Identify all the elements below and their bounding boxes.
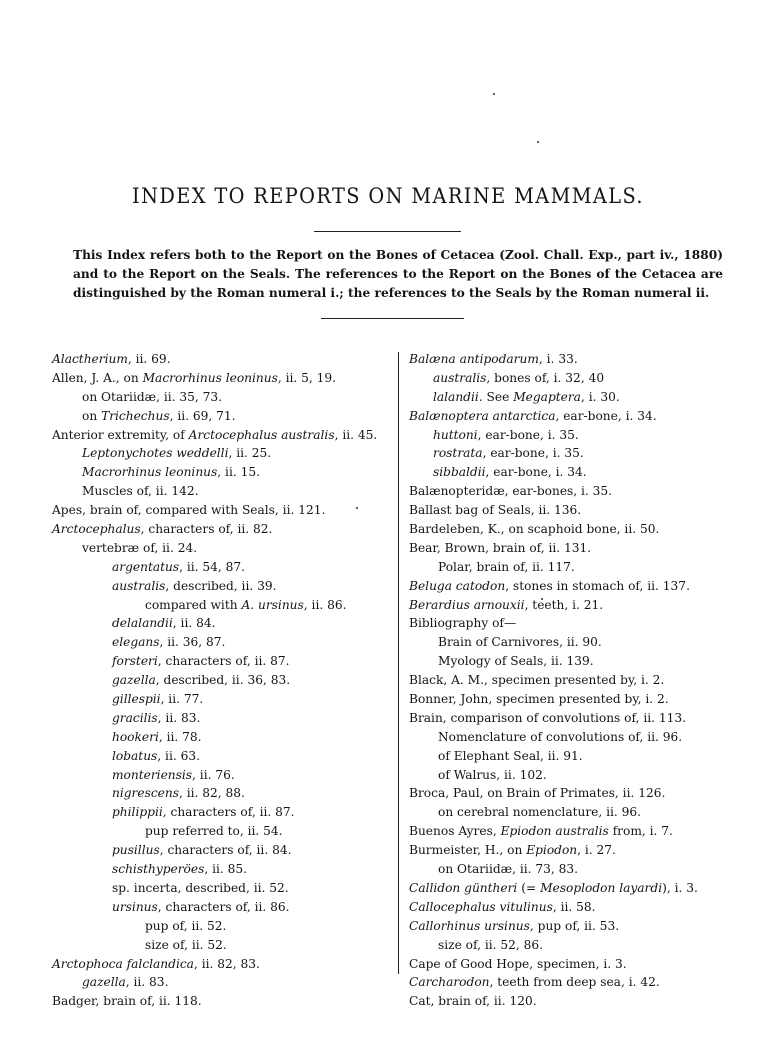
index-entry xyxy=(52,558,392,577)
entry-taxon: gazella xyxy=(112,673,156,688)
index-entry xyxy=(52,860,392,879)
entry-text: Buenos Ayres, xyxy=(409,824,501,839)
entry-text: Anterior extremity, of xyxy=(52,427,189,442)
index-entry xyxy=(409,898,739,917)
entry-text: sp. incerta, described, ii. 52. xyxy=(112,880,289,895)
entry-taxon: schisthyperöes xyxy=(112,862,205,877)
entry-taxon: Carcharodon xyxy=(409,975,490,990)
index-entry xyxy=(52,879,392,898)
entry-taxon: australis xyxy=(112,578,166,593)
entry-reference: , i. 33. xyxy=(538,352,578,366)
entry-reference: , i. 30. xyxy=(580,389,620,404)
entry-reference: , characters of, ii. 84. xyxy=(159,843,292,858)
index-entry xyxy=(409,596,739,615)
entry-taxon: Mesoplodon layardi xyxy=(540,880,663,895)
entry-reference: , ii. 58. xyxy=(552,899,596,914)
print-speck xyxy=(493,93,495,95)
index-entry xyxy=(409,917,739,936)
entry-text: Cat, brain of, ii. 120. xyxy=(409,994,537,1009)
entry-reference: , ii. 54, 87. xyxy=(179,559,246,574)
entry-reference: , ii. 83. xyxy=(125,975,169,990)
index-entry xyxy=(409,955,739,974)
entry-taxon: Berardius arnouxii xyxy=(409,597,525,612)
entry-text: of Walrus, ii. 102. xyxy=(438,767,547,782)
index-entry xyxy=(52,992,392,1011)
entry-reference: , described, ii. 39. xyxy=(165,578,277,593)
entry-text: Muscles of, ii. 142. xyxy=(82,484,199,499)
index-entry xyxy=(52,709,392,728)
index-entry xyxy=(409,577,739,596)
entry-text: Bardeleben, K., on scaphoid bone, ii. 50. xyxy=(409,522,660,537)
entry-taxon: elegans xyxy=(112,635,160,650)
index-entry xyxy=(409,558,739,577)
entry-reference: , ii. 77. xyxy=(160,692,204,707)
intro-rule xyxy=(321,318,464,319)
index-entry xyxy=(52,936,392,955)
entry-taxon: pusillus xyxy=(112,843,160,858)
entry-reference: ), i. 3. xyxy=(662,880,698,895)
title-rule xyxy=(314,231,461,232)
entry-taxon: Balæna antipodarum xyxy=(409,352,539,366)
entry-reference: , ii. 83. xyxy=(157,710,201,725)
entry-reference: , ii. 45. xyxy=(334,427,378,442)
index-entry xyxy=(52,973,392,992)
entry-text: Allen, J. A., on xyxy=(52,370,143,385)
index-entry xyxy=(409,633,739,652)
index-entry xyxy=(409,690,739,709)
entry-reference: , ear-bone, i. 34. xyxy=(555,408,657,423)
entry-text: Broca, Paul, on Brain of Primates, ii. 126. xyxy=(409,786,666,801)
index-entry xyxy=(409,501,739,520)
entry-text: Myology of Seals, ii. 139. xyxy=(438,654,594,669)
index-entry xyxy=(409,841,739,860)
entry-taxon: Arctophoca falclandica xyxy=(52,956,194,971)
entry-reference: from, i. 7. xyxy=(608,824,673,839)
index-entry xyxy=(52,955,392,974)
index-entry xyxy=(52,614,392,633)
entry-text: on Otariidæ, ii. 73, 83. xyxy=(438,862,579,877)
entry-taxon: philippii xyxy=(112,805,163,820)
entry-text: Black, A. M., specimen presented by, i. 2. xyxy=(409,673,665,688)
entry-taxon: gracilis xyxy=(112,710,158,725)
index-entry xyxy=(409,539,739,558)
entry-taxon: lobatus xyxy=(112,748,158,763)
index-entry xyxy=(52,633,392,652)
entry-text: Balænopteridæ, ear-bones, i. 35. xyxy=(409,484,613,499)
entry-taxon: lalandii xyxy=(433,389,479,404)
entry-text: Cape of Good Hope, specimen, i. 3. xyxy=(409,956,627,971)
entry-reference: , ii. 63. xyxy=(157,748,200,763)
entry-reference: , i. 27. xyxy=(577,843,616,858)
index-entry xyxy=(409,766,739,785)
entry-text: vertebræ of, ii. 24. xyxy=(82,540,198,555)
entry-taxon: gillespii xyxy=(112,692,161,707)
index-entry xyxy=(52,822,392,841)
page-title: INDEX TO REPORTS ON MARINE MAMMALS. xyxy=(132,184,644,209)
index-entry xyxy=(52,539,392,558)
entry-reference: , pup of, ii. 53. xyxy=(529,918,620,933)
index-entry xyxy=(52,671,392,690)
entry-taxon: delalandii xyxy=(112,616,173,631)
entry-reference: , ii. 15. xyxy=(217,465,260,480)
entry-taxon: australis xyxy=(433,370,487,385)
entry-taxon: Megaptera xyxy=(513,389,581,404)
entry-taxon: sibbaldii xyxy=(433,465,486,480)
entry-taxon: Epiodon australis xyxy=(500,824,609,839)
entry-reference: , ii. 69, 71. xyxy=(169,408,236,423)
entry-reference: , ii. 84. xyxy=(172,616,216,631)
entry-taxon: gazella xyxy=(82,975,126,990)
entry-taxon: Leptonychotes weddelli xyxy=(82,446,229,461)
entry-reference: , ii. 86. xyxy=(303,597,347,612)
index-entry xyxy=(409,463,739,482)
entry-reference: , ii. 69. xyxy=(127,352,171,366)
index-entry xyxy=(52,690,392,709)
entry-reference: , ii. 85. xyxy=(204,862,248,877)
index-entry xyxy=(409,671,739,690)
entry-taxon: Balænoptera antarctica xyxy=(409,408,556,423)
entry-text: Burmeister, H., on xyxy=(409,843,527,858)
index-entry xyxy=(52,444,392,463)
index-entry xyxy=(52,407,392,426)
entry-text: Bear, Brown, brain of, ii. 131. xyxy=(409,540,592,555)
entry-reference: , ii. 78. xyxy=(158,729,202,744)
entry-reference: , ii. 36, 87. xyxy=(159,635,226,650)
column-divider xyxy=(398,352,399,974)
index-entry xyxy=(52,369,392,388)
index-entry xyxy=(409,388,739,407)
index-entry xyxy=(409,822,739,841)
index-entry xyxy=(52,426,392,445)
entry-taxon: argentatus xyxy=(112,559,180,574)
entry-taxon: Macrorhinus leoninus xyxy=(142,370,278,385)
entry-taxon: A. ursinus xyxy=(241,597,304,612)
index-entry xyxy=(409,614,739,633)
entry-taxon: Callorhinus ursinus xyxy=(409,918,530,933)
index-entry xyxy=(52,463,392,482)
index-entry xyxy=(52,520,392,539)
index-entry xyxy=(52,596,392,615)
entry-text: Bonner, John, specimen presented by, i. 2. xyxy=(409,692,669,707)
index-entry xyxy=(52,898,392,917)
entry-taxon: Arctocephalus xyxy=(52,522,141,537)
entry-reference: , ii. 76. xyxy=(192,767,235,782)
entry-text: Brain, comparison of convolutions of, ii. 113. xyxy=(409,710,687,725)
entry-reference: (= xyxy=(517,880,541,895)
entry-reference: , characters of, ii. 87. xyxy=(162,805,295,820)
index-entry xyxy=(52,652,392,671)
index-entry xyxy=(52,803,392,822)
index-entry xyxy=(409,350,739,369)
entry-taxon: ursinus xyxy=(112,899,158,914)
entry-reference: , teeth, i. 21. xyxy=(524,597,604,612)
entry-taxon: Epiodon xyxy=(526,843,578,858)
entry-taxon: Beluga catodon xyxy=(409,578,506,593)
entry-reference: , ear-bone, i. 34. xyxy=(485,465,587,480)
entry-text: pup referred to, ii. 54. xyxy=(145,824,283,839)
entry-text: Nomenclature of convolutions of, ii. 96. xyxy=(438,729,683,744)
entry-text: Apes, brain of, compared with Seals, ii. 121. xyxy=(52,503,326,518)
entry-text: Brain of Carnivores, ii. 90. xyxy=(438,635,602,650)
entry-reference: , characters of, ii. 86. xyxy=(157,899,290,914)
index-entry xyxy=(52,501,392,520)
entry-taxon: Callidon güntheri xyxy=(409,880,518,895)
index-entry xyxy=(52,577,392,596)
entry-reference: . See xyxy=(478,389,514,404)
index-entry xyxy=(409,879,739,898)
entry-reference: , bones of, i. 32, 40 xyxy=(486,370,605,385)
index-entry xyxy=(52,482,392,501)
index-entry xyxy=(409,482,739,501)
entry-taxon: Callocephalus vitulinus xyxy=(409,899,553,914)
entry-text: Badger, brain of, ii. 118. xyxy=(52,994,202,1009)
index-entry xyxy=(52,784,392,803)
index-entry xyxy=(52,766,392,785)
entry-reference: , ear-bone, i. 35. xyxy=(477,427,579,442)
entry-text: size of, ii. 52, 86. xyxy=(438,937,544,952)
entry-text: on cerebral nomenclature, ii. 96. xyxy=(438,805,642,820)
index-entry xyxy=(52,388,392,407)
entry-reference: , ear-bone, i. 35. xyxy=(482,446,584,461)
entry-reference: , characters of, ii. 87. xyxy=(157,654,290,669)
index-entry xyxy=(409,369,739,388)
index-entry xyxy=(409,444,739,463)
entry-reference: , stones in stomach of, ii. 137. xyxy=(505,578,690,593)
entry-reference: , characters of, ii. 82. xyxy=(140,522,273,537)
index-entry xyxy=(409,728,739,747)
entry-text: on xyxy=(82,408,102,423)
index-entry xyxy=(409,992,739,1011)
entry-text: compared with xyxy=(145,597,242,612)
index-entry xyxy=(409,784,739,803)
entry-text: Bibliography of— xyxy=(409,616,517,631)
index-entry xyxy=(52,728,392,747)
entry-taxon: Alactherium xyxy=(52,352,128,366)
entry-reference: , ii. 82, 88. xyxy=(178,786,245,801)
index-entry xyxy=(409,747,739,766)
index-entry xyxy=(52,350,392,369)
entry-reference: , ii. 82, 83. xyxy=(193,956,260,971)
index-entry xyxy=(409,973,739,992)
entry-taxon: monteriensis xyxy=(112,767,193,782)
index-entry xyxy=(409,520,739,539)
entry-taxon: forsteri xyxy=(112,654,158,669)
index-entry xyxy=(409,936,739,955)
entry-taxon: rostrata xyxy=(433,446,483,461)
index-entry xyxy=(409,709,739,728)
index-entry xyxy=(52,747,392,766)
index-column-right xyxy=(409,350,739,1011)
index-entry xyxy=(409,407,739,426)
entry-text: of Elephant Seal, ii. 91. xyxy=(438,748,583,763)
print-speck xyxy=(537,141,539,143)
entry-taxon: huttoni xyxy=(433,427,478,442)
intro-paragraph xyxy=(73,246,723,303)
index-column-left xyxy=(52,350,392,1011)
entry-text: size of, ii. 52. xyxy=(145,937,227,952)
entry-reference: , ii. 5, 19. xyxy=(277,370,337,385)
index-entry xyxy=(52,841,392,860)
intro-text: This Index refers both to the Report on the Bones of Cetacea (Zool. Chall. Exp., part iv., 1880) and to the Report on the Seals. The references to the Report on the Bones of the Cetacea are distinguished by the Roman numeral i.; the references to the Seals by the Roman numeral ii. xyxy=(73,248,723,300)
entry-taxon: Arctocephalus australis xyxy=(188,427,335,442)
entry-taxon: Trichechus xyxy=(101,408,170,423)
index-entry xyxy=(409,426,739,445)
entry-taxon: Macrorhinus leoninus xyxy=(82,465,218,480)
entry-text: pup of, ii. 52. xyxy=(145,918,227,933)
entry-reference: , described, ii. 36, 83. xyxy=(155,673,291,688)
entry-taxon: nigrescens xyxy=(112,786,179,801)
entry-text: on Otariidæ, ii. 35, 73. xyxy=(82,389,223,404)
entry-reference: , teeth from deep sea, i. 42. xyxy=(489,975,660,990)
index-entry xyxy=(409,803,739,822)
entry-taxon: hookeri xyxy=(112,729,159,744)
index-entry xyxy=(52,917,392,936)
entry-text: Polar, brain of, ii. 117. xyxy=(438,559,575,574)
entry-text: Ballast bag of Seals, ii. 136. xyxy=(409,503,582,518)
index-entry xyxy=(409,860,739,879)
entry-reference: , ii. 25. xyxy=(228,446,272,461)
index-entry xyxy=(409,652,739,671)
